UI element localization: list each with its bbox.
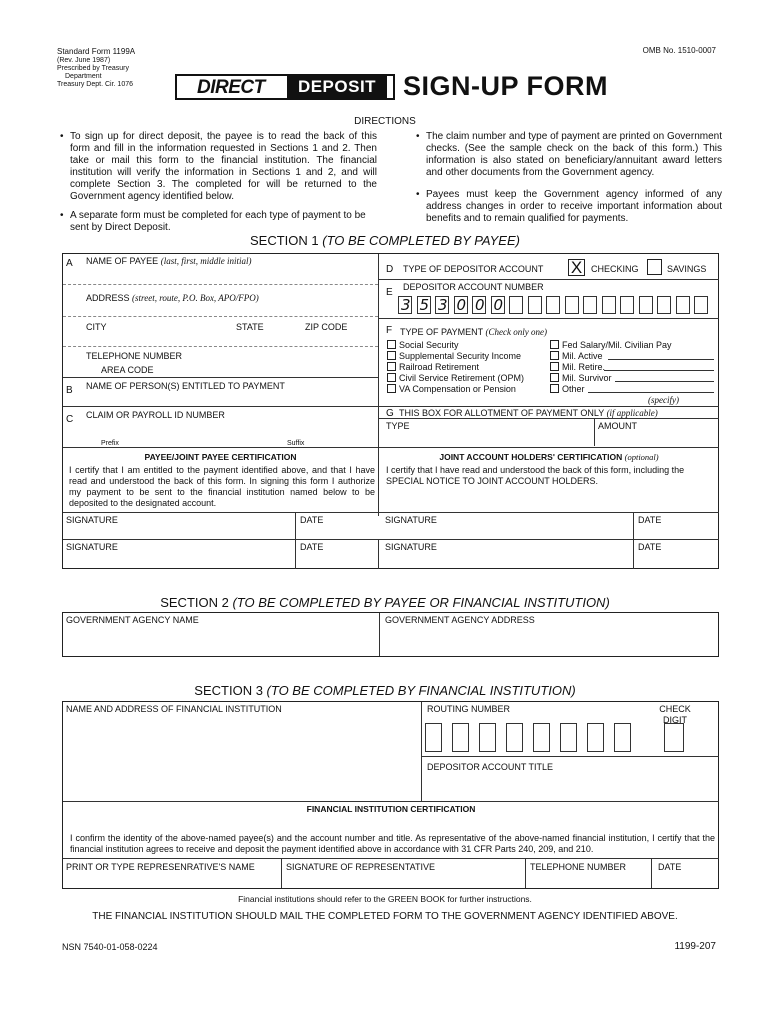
account-digit-box[interactable] <box>509 296 523 314</box>
payee-cert-title: PAYEE/JOINT PAYEE CERTIFICATION <box>144 452 297 462</box>
payee-cert-text: I certify that I am entitled to the payment identified above, and that I have read and understood the back of this form. In signing this form I authorize my payment to be sent to the financial institution named below to be deposited to the designated account. <box>69 465 375 508</box>
circular: Treasury Dept. Cir. 1076 <box>57 81 133 88</box>
field-e-letter: E <box>386 287 393 298</box>
payment-option-label: Railroad Retirement <box>399 362 480 372</box>
state-label: STATE <box>236 322 264 332</box>
payment-option[interactable] <box>387 373 524 384</box>
joint-date-divider <box>633 512 634 569</box>
agency-name-label[interactable]: GOVERNMENT AGENCY NAME <box>66 615 199 625</box>
routing-digit-box[interactable] <box>533 723 550 752</box>
joint-date-1-label[interactable]: DATE <box>638 515 662 525</box>
payment-option-label: Supplemental Security Income <box>399 351 522 361</box>
checkbox[interactable] <box>550 340 559 349</box>
rep-divider-2 <box>525 858 526 888</box>
sig-row-top-line <box>63 512 719 513</box>
sig-row-mid-line <box>63 539 719 540</box>
payment-type-text: TYPE OF PAYMENT <box>400 327 484 337</box>
joint-date-2-label[interactable]: DATE <box>638 542 662 552</box>
account-digit: 0 <box>475 296 485 314</box>
telephone-label: TELEPHONE NUMBER <box>86 351 183 361</box>
section2-heading <box>0 595 770 610</box>
rep-date-label[interactable]: DATE <box>658 862 682 872</box>
form-number: 1199-207 <box>674 941 716 952</box>
section3-title: SECTION 3 <box>194 683 263 698</box>
section2-title: SECTION 2 <box>160 595 229 610</box>
rep-signature-label[interactable]: SIGNATURE OF REPRESENTATIVE <box>286 862 436 872</box>
revision: (Rev. June 1987) <box>57 57 111 64</box>
logo-direct: DIRECT <box>197 77 265 98</box>
payment-option[interactable] <box>550 340 672 351</box>
cert-top-line <box>63 447 719 448</box>
form-id: Standard Form 1199A <box>57 47 136 56</box>
payment-option-label: Mil. Active <box>562 351 603 361</box>
prefix-label: Prefix <box>101 440 119 447</box>
payment-option[interactable] <box>387 384 524 395</box>
payment-options-right <box>550 340 672 395</box>
direct-deposit-logo <box>175 74 395 100</box>
account-digit-box[interactable] <box>565 296 579 314</box>
amount-label: AMOUNT <box>598 421 637 431</box>
checkbox[interactable] <box>387 340 396 349</box>
mail-notice: THE FINANCIAL INSTITUTION SHOULD MAIL THE COMPLETED FORM TO THE GOVERNMENT AGENCY IDENTIFIED ABOVE. <box>92 911 678 922</box>
mil-survivor-line <box>615 381 714 382</box>
savings-checkbox[interactable] <box>647 259 662 275</box>
checking-label: CHECKING <box>591 264 639 274</box>
checkbox[interactable] <box>550 384 559 393</box>
field-d-letter: D <box>386 264 394 275</box>
green-book-note: Financial institutions should refer to the GREEN BOOK for further instructions. <box>238 894 532 904</box>
payment-option[interactable] <box>387 362 524 373</box>
account-title-label[interactable]: DEPOSITOR ACCOUNT TITLE <box>427 762 554 772</box>
form-title: SIGN-UP FORM <box>403 71 609 101</box>
savings-label: SAVINGS <box>667 264 707 274</box>
nsn-number: NSN 7540-01-058-0224 <box>62 942 158 952</box>
direction-left-1: • To sign up for direct deposit, the payee is to read the back of this form and fill in the information requested in Sections 1 and 2. Then take or mail this form to the financial institution. The financial institution will verify the information in Sections 1 and 2, and will complete Section 3. The completed for will be returned to the Government agency identified below. <box>70 131 377 203</box>
checkbox[interactable] <box>387 373 396 382</box>
suffix-label: Suffix <box>287 440 305 447</box>
payee-name-line <box>63 284 378 285</box>
joint-signature-2-label[interactable]: SIGNATURE <box>385 542 437 552</box>
routing-digit-box[interactable] <box>425 723 442 752</box>
payment-option[interactable] <box>550 362 672 373</box>
account-digit: 0 <box>493 296 504 314</box>
payment-option[interactable] <box>550 373 672 384</box>
address-line <box>63 316 378 317</box>
payment-option-label: Mil. Retire. <box>562 362 606 372</box>
account-digit-box[interactable] <box>528 296 542 314</box>
account-digit-box[interactable] <box>491 296 505 314</box>
payment-type-hint: (Check only one) <box>485 327 548 337</box>
payee-date-1-label[interactable]: DATE <box>300 515 324 525</box>
account-digit-box[interactable] <box>694 296 708 314</box>
account-digit-box[interactable] <box>398 296 412 314</box>
fi-cert-text: I confirm the identity of the above-named payee(s) and the account number and title. As representative of the above-named financial institution, I certify that the financial institution agrees to receive and deposit the payment identified above in accordance with 31 CFR Parts 240, 209, and 210. <box>70 833 715 854</box>
account-digit-box[interactable] <box>472 296 486 314</box>
address-hint: (street, route, P.O. Box, APO/FPO) <box>132 293 259 303</box>
account-digit: 5 <box>419 296 430 314</box>
payment-option[interactable] <box>550 384 672 395</box>
section3-subtitle: (TO BE COMPLETED BY FINANCIAL INSTITUTION) <box>266 683 576 698</box>
routing-digit-box[interactable] <box>614 723 631 752</box>
account-digit-box[interactable] <box>676 296 690 314</box>
fi-cert-top-line <box>63 801 719 802</box>
account-digit-box[interactable] <box>454 296 468 314</box>
rep-divider-3 <box>651 858 652 888</box>
payee-date-2-label[interactable]: DATE <box>300 542 324 552</box>
account-digit-box[interactable] <box>620 296 634 314</box>
payment-option-label: VA Compensation or Pension <box>399 384 516 394</box>
field-g-letter: G <box>386 408 394 419</box>
routing-digit-box[interactable] <box>506 723 523 752</box>
payee-signature-1-label[interactable]: SIGNATURE <box>66 515 118 525</box>
area-code-label: AREA CODE <box>101 365 154 375</box>
fi-cert-title: FINANCIAL INSTITUTION CERTIFICATION <box>306 804 476 814</box>
address-label <box>86 293 259 304</box>
account-digit: 0 <box>456 296 467 314</box>
account-type-label: TYPE OF DEPOSITOR ACCOUNT <box>403 264 544 274</box>
checkbox[interactable] <box>550 351 559 360</box>
city-line <box>63 346 378 347</box>
checking-check-mark: X <box>570 258 583 277</box>
section1-heading <box>0 233 770 248</box>
account-digit-box[interactable] <box>417 296 431 314</box>
name-of-payee-hint: (last, first, middle initial) <box>160 256 252 266</box>
account-digit-box[interactable] <box>602 296 616 314</box>
specify-hint: (specify) <box>648 395 679 405</box>
direction-right-1: • The claim number and type of payment are printed on Government checks. (See the sample check on the back of this form.) This information is also stated on beneficiary/annuitant award letters and other documents from the Government agency. <box>426 131 722 179</box>
routing-digit-box[interactable] <box>452 723 469 752</box>
routing-digit-box[interactable] <box>587 723 604 752</box>
account-digit: 3 <box>401 296 411 314</box>
routing-number-label: ROUTING NUMBER <box>427 704 510 714</box>
payment-option[interactable] <box>387 340 524 351</box>
routing-digit-box[interactable] <box>479 723 496 752</box>
directions-heading: DIRECTIONS <box>354 116 416 127</box>
section1-divider <box>378 254 379 516</box>
mil-retire-line <box>604 370 714 371</box>
account-digit-box[interactable] <box>546 296 560 314</box>
checking-checkbox[interactable] <box>568 259 585 276</box>
d-bottom-line <box>379 279 719 280</box>
entitled-line <box>63 406 378 407</box>
section3-heading <box>0 683 770 698</box>
department: Department <box>65 73 102 80</box>
name-of-payee-text: NAME OF PAYEE <box>86 256 159 266</box>
omb-number: OMB No. 1510-0007 <box>642 46 716 55</box>
checkbox[interactable] <box>550 362 559 371</box>
digit-label: DIGIT <box>663 715 687 725</box>
routing-bottom-line <box>422 756 719 757</box>
fi-name-label[interactable]: NAME AND ADDRESS OF FINANCIAL INSTITUTION <box>66 704 282 714</box>
field-f-letter: F <box>386 325 393 336</box>
agency-address-label[interactable]: GOVERNMENT AGENCY ADDRESS <box>385 615 535 625</box>
mil-active-line <box>608 359 714 360</box>
account-number-label: DEPOSITOR ACCOUNT NUMBER <box>403 282 544 292</box>
payment-option-label: Other <box>562 384 585 394</box>
e-bottom-line <box>379 318 719 319</box>
type-label: TYPE <box>386 421 410 431</box>
prescribed: Prescribed by Treasury <box>57 65 129 72</box>
payee-date-divider <box>295 512 296 569</box>
joint-signature-1-label[interactable]: SIGNATURE <box>385 515 437 525</box>
check-digit-box[interactable] <box>664 723 684 752</box>
rep-row-top-line <box>63 858 719 859</box>
form-id-block <box>57 46 135 89</box>
payment-option-label: Civil Service Retirement (OPM) <box>399 373 525 383</box>
city-label: CITY <box>86 322 107 332</box>
field-a-letter: A <box>66 258 73 269</box>
payment-option[interactable] <box>550 351 672 362</box>
checkbox[interactable] <box>387 362 396 371</box>
section2-subtitle: (TO BE COMPLETED BY PAYEE OR FINANCIAL INSTITUTION) <box>232 595 610 610</box>
f-bottom-line <box>379 406 719 407</box>
allotment-hint: (if applicable) <box>606 408 658 418</box>
payment-type-label <box>400 327 547 338</box>
account-digit-box[interactable] <box>583 296 597 314</box>
field-b-letter: B <box>66 385 73 396</box>
logo-deposit: DEPOSIT <box>287 76 387 98</box>
payment-option-label: Mil. Survivor <box>562 373 612 383</box>
account-digit: 3 <box>438 296 448 314</box>
entitled-label: NAME OF PERSON(S) ENTITLED TO PAYMENT <box>86 381 285 391</box>
name-of-payee-label <box>86 256 251 267</box>
checkbox[interactable] <box>387 351 396 360</box>
payee-signature-2-label[interactable]: SIGNATURE <box>66 542 118 552</box>
account-digit-box[interactable] <box>639 296 653 314</box>
field-c-letter: C <box>66 414 74 425</box>
rep-name-label[interactable]: PRINT OR TYPE REPRESENRATIVE'S NAME <box>66 862 255 872</box>
account-digit-box[interactable] <box>435 296 449 314</box>
other-line <box>588 392 714 393</box>
address-text: ADDRESS <box>86 293 130 303</box>
joint-cert-hint: (optional) <box>624 452 659 462</box>
checkbox[interactable] <box>387 384 396 393</box>
claim-label: CLAIM OR PAYROLL ID NUMBER <box>86 410 225 420</box>
direction-left-2: • A separate form must be completed for each type of payment to be sent by Direct Deposit. <box>70 210 377 234</box>
routing-digit-box[interactable] <box>560 723 577 752</box>
rep-phone-label[interactable]: TELEPHONE NUMBER <box>530 862 627 872</box>
account-digit-box[interactable] <box>657 296 671 314</box>
type-amount-divider <box>594 418 595 446</box>
direction-right-2: • Payees must keep the Government agency informed of any address changes in order to receive important information about benefits and to remain qualified for payments. <box>426 189 722 225</box>
section2-divider <box>379 613 380 656</box>
fi-divider <box>421 702 422 801</box>
section1-divider-lower <box>378 539 379 569</box>
section1-subtitle: (TO BE COMPLETED BY PAYEE) <box>322 233 520 248</box>
payment-options-left <box>387 340 524 395</box>
payment-option-label: Fed Salary/Mil. Civilian Pay <box>562 340 672 350</box>
allotment-text: THIS BOX FOR ALLOTMENT OF PAYMENT ONLY <box>399 408 605 418</box>
joint-cert-title-text: JOINT ACCOUNT HOLDERS' CERTIFICATION <box>439 452 623 462</box>
section1-title: SECTION 1 <box>250 233 319 248</box>
g-label-line <box>379 418 719 419</box>
joint-cert-text: I certify that I have read and understood the back of this form, including the SPECIAL NOTICE TO JOINT ACCOUNT HOLDERS. <box>386 465 685 486</box>
checkbox[interactable] <box>550 373 559 382</box>
zip-label: ZIP CODE <box>305 322 348 332</box>
check-label: CHECK <box>659 704 691 714</box>
payment-option-label: Social Security <box>399 340 459 350</box>
joint-cert-title <box>379 452 719 463</box>
rep-divider-1 <box>281 858 282 888</box>
payment-option[interactable] <box>387 351 524 362</box>
phone-line <box>63 377 378 378</box>
